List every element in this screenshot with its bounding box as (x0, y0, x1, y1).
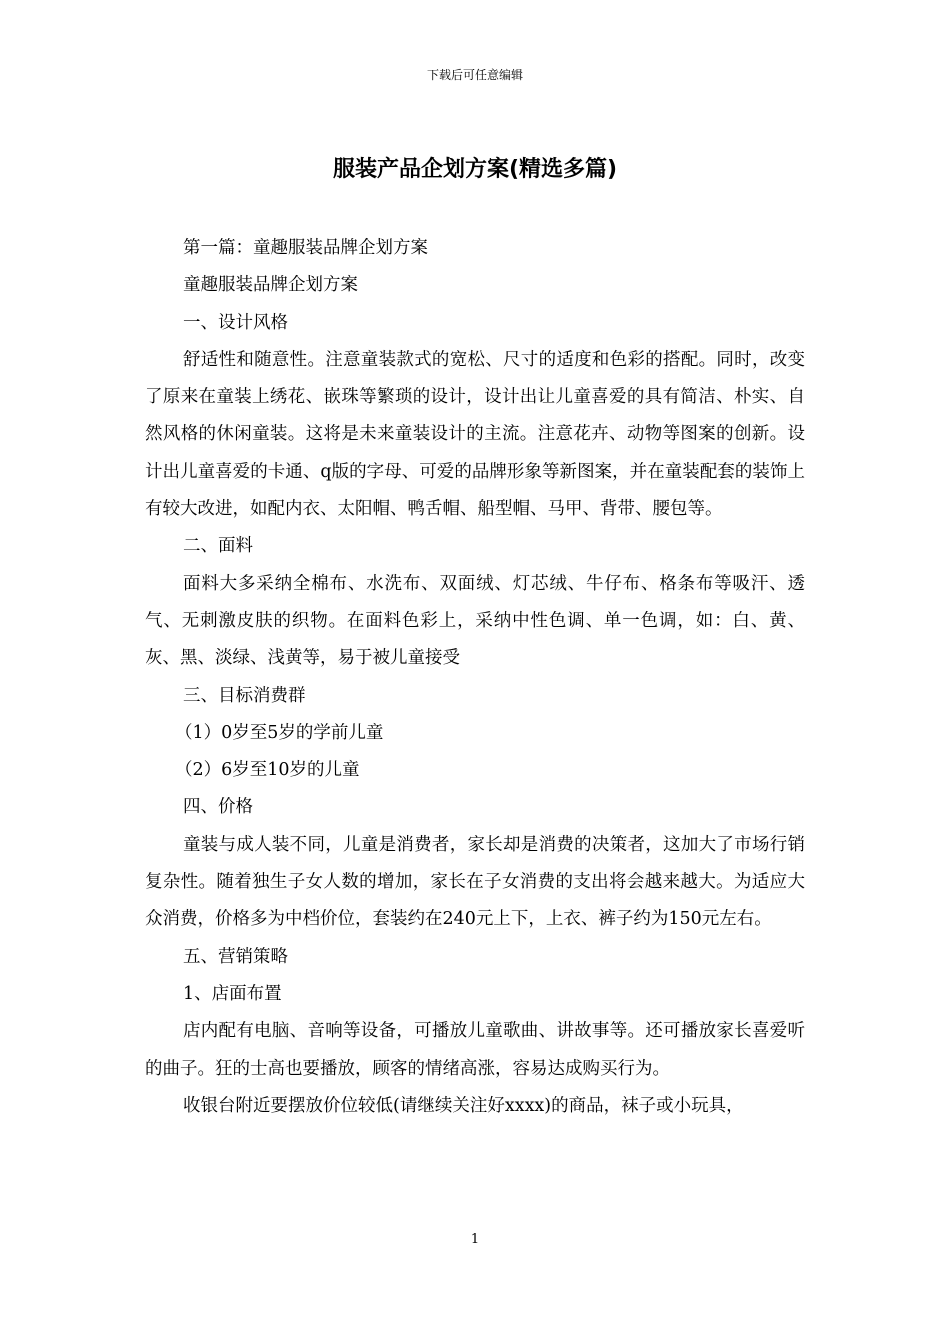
heading-marketing: 五、营销策略 (183, 946, 288, 967)
heading-fabric: 二、面料 (183, 536, 253, 557)
heading-target-consumers: 三、目标消费群 (183, 685, 306, 706)
list-item-children: （2）6岁至10岁的儿童 (175, 760, 360, 781)
heading-design-style: 一、设计风格 (183, 312, 288, 333)
header-note: 下载后可任意编辑 (426, 68, 523, 82)
paragraph-price: 童装与成人装不同，儿童是消费者，家长却是消费的决策者，这加大了市场行销复杂性。随着独生子女人数的增加，家长在子女消费的支出将会越来越大。为适应大众消费，价格多为中档价位，套装约在240元上下，上衣、裤子约为150元左右。 (145, 834, 805, 930)
subheading-store-layout: 1、店面布置 (183, 983, 282, 1004)
paragraph-checkout: 收银台附近要摆放价位较低(请继续关注好xxxx)的商品，袜子或小玩具， (183, 1095, 744, 1116)
paragraph-design-style: 舒适性和随意性。注意童装款式的宽松、尺寸的适度和色彩的搭配。同时，改变了原来在童装上绣花、嵌珠等繁琐的设计，设计出让儿童喜爱的具有简洁、朴实、自然风格的休闲童装。这将是未来童装设计的主流。注意花卉、动物等图案的创新。设计出儿童喜爱的卡通、q版的字母、可爱的品牌形象等新图案，并在童装配套的装饰上有较大改进，如配内衣、太阳帽、鸭舌帽、船型帽、马甲、背带、腰包等。 (145, 349, 805, 520)
heading-price: 四、价格 (183, 797, 253, 818)
paragraph-fabric: 面料大多采纳全棉布、水洗布、双面绒、灯芯绒、牛仔布、格条布等吸汗、透气、无刺激皮肤的织物。在面料色彩上，采纳中性色调、单一色调，如：白、黄、灰、黑、淡绿、浅黄等，易于被儿童接受 (145, 573, 805, 669)
page-number: 1 (470, 1232, 480, 1247)
list-item-preschool: （1）0岁至5岁的学前儿童 (175, 722, 384, 743)
section-title: 童趣服装品牌企划方案 (183, 275, 358, 296)
chapter-heading: 第一篇：童趣服装品牌企划方案 (183, 238, 428, 258)
document-title: 服装产品企划方案(精选多篇) (332, 157, 618, 182)
document-body (145, 230, 805, 1125)
paragraph-store-layout: 店内配有电脑、音响等设备，可播放儿童歌曲、讲故事等。还可播放家长喜爱听的曲子。狂的士高也要播放，顾客的情绪高涨，容易达成购买行为。 (145, 1021, 805, 1079)
